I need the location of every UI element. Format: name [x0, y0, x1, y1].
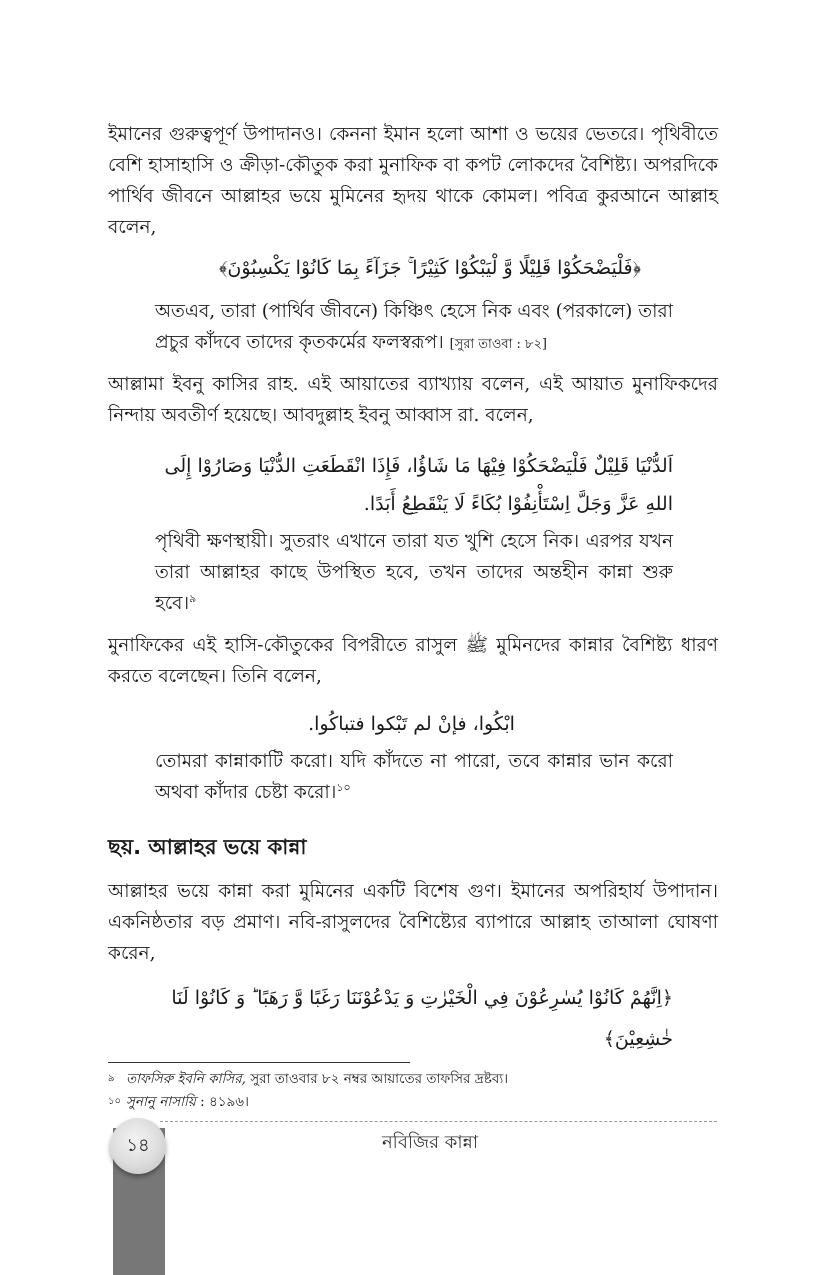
- footnote-ref-9[interactable]: ৯: [189, 591, 197, 605]
- translation-verse-1-text: অতএব, তারা (পার্থিব জীবনে) কিঞ্চিৎ হেসে নিক এবং (পরকালে) তারা প্রচুর কাঁদবে তাদের কৃতকর্মের ফলস্বরূপ।: [155, 301, 673, 353]
- quran-verse-anbiya-line-2: خٰشِعِيْنَ﴾: [603, 1028, 673, 1050]
- hadith-ibn-abbas-line-2: اللهِ عَزَّ وَجَلَّ اِسْتَأْنِفُوْا بُكَاءً لَا يَنْقَطِعُ أَبَدًا.: [363, 493, 673, 515]
- hadith-weep: ابْكُوا، فإنْ لم تَبْكوا فتباكُوا.: [308, 713, 515, 735]
- page-number: ১৪: [110, 1118, 166, 1174]
- paragraph-intro: ইমানের গুরুত্বপূর্ণ উপাদানও। কেননা ইমান হলো আশা ও ভয়ের ভেতরে। পৃথিবীতে বেশি হাসাহাসি ও ক্রীড়া-কৌতুক করা মুনাফিক বা কপট লোকদের বৈশিষ্ট্য। অপরদিকে পার্থিব জীবনে আল্লাহর ভয়ে মুমিনের হৃদয় থাকে কোমল। পবিত্র কুরআনে আল্লাহ বলেন,: [108, 124, 718, 238]
- footnote-9-source: তাফসিরু ইবনি কাসির,: [126, 1071, 246, 1087]
- footer-dashed-line: [160, 1121, 717, 1122]
- quran-verse-tawbah-82: ﴿فَلْيَضْحَكُوْا قَلِيْلًا وَّ لْيَبْكُوْا كَثِيْرًا ۚ جَزَآءً بِمَا كَانُوْا يَكْسِبُوْنَ﴾: [218, 257, 642, 279]
- translation-hadith-1-text: পৃথিবী ক্ষণস্থায়ী। সুতরাং এখানে তারা যত খুশি হেসে নিক। এরপর যখন তারা আল্লাহর কাছে উপস্থিত হবে, তখন তাদের অন্তহীন কান্না শুরু হবে।: [155, 531, 673, 614]
- translation-verse-1: [155, 296, 673, 360]
- footnote-divider: [108, 1062, 410, 1063]
- paragraph-weeping-virtue: আল্লাহর ভয়ে কান্না করা মুমিনের একটি বিশেষ গুণ। ইমানের অপরিহার্য উপাদান। একনিষ্ঠতার বড় প্রমাণ। নবি-রাসুলদের বৈশিষ্ট্যের ব্যাপারে আল্লাহ তাআলা ঘোষণা করেন,: [108, 881, 718, 964]
- footnote-10: [108, 1091, 718, 1113]
- hadith-ibn-abbas-line-1: اَلدُّنْيَا قَلِيْلٌ فَلْيَضْحَكُوْا فِيْهَا مَا شَاؤُا، فَإِذَا انْقَطَعَتِ الدُّنْيَا وَصَارُوْا إِلَى: [164, 455, 673, 477]
- footnote-ref-10[interactable]: ১০: [336, 780, 351, 794]
- running-title: নবিজির কান্না: [381, 1132, 479, 1153]
- footnote-10-number: ১০: [108, 1096, 121, 1107]
- section-heading: ছয়. আল্লাহর ভয়ে কান্না: [108, 835, 307, 859]
- footnote-9-text: সুরা তাওবার ৮২ নম্বর আয়াতের তাফসির দ্রষ্টব্য।: [245, 1071, 509, 1087]
- footnote-9-number: ৯: [108, 1073, 115, 1084]
- translation-hadith-2-text: তোমরা কান্নাকাটি করো। যদি কাঁদতে না পারো, তবে কান্নার ভান করো অথবা কাঁদার চেষ্টা করো।: [155, 751, 673, 803]
- translation-hadith-2: [155, 746, 673, 808]
- quran-verse-anbiya-line-1: ﴿اِنَّهُمْ كَانُوْا يُسٰرِعُوْنَ فِي الْخَيْرٰتِ وَ يَدْعُوْنَنَا رَغَبًا وَّ رَهَبًا ؕ وَ كَانُوْا لَنَا: [171, 987, 673, 1009]
- footnote-10-source: সুনানু নাসায়ি: [126, 1094, 196, 1110]
- paragraph-ibn-kathir: আল্লামা ইবনু কাসির রাহ. এই আয়াতের ব্যাখ্যায় বলেন, এই আয়াত মুনাফিকদের নিন্দায় অবতীর্ণ হয়েছে। আবদুল্লাহ ইবনু আব্বাস রা. বলেন,: [108, 374, 718, 426]
- footnote-9: [108, 1068, 718, 1090]
- paragraph-rasul-instruction: মুনাফিকের এই হাসি-কৌতুকের বিপরীতে রাসুল ﷺ মুমিনদের কান্নার বৈশিষ্ট্য ধারণ করতে বলেছেন। তিনি বলেন,: [108, 635, 718, 687]
- citation-surah-tawbah: [সুরা তাওবা : ৮২]: [449, 337, 547, 352]
- translation-hadith-1: [155, 526, 673, 619]
- footnote-10-text: : ৪১৯৬।: [195, 1094, 249, 1110]
